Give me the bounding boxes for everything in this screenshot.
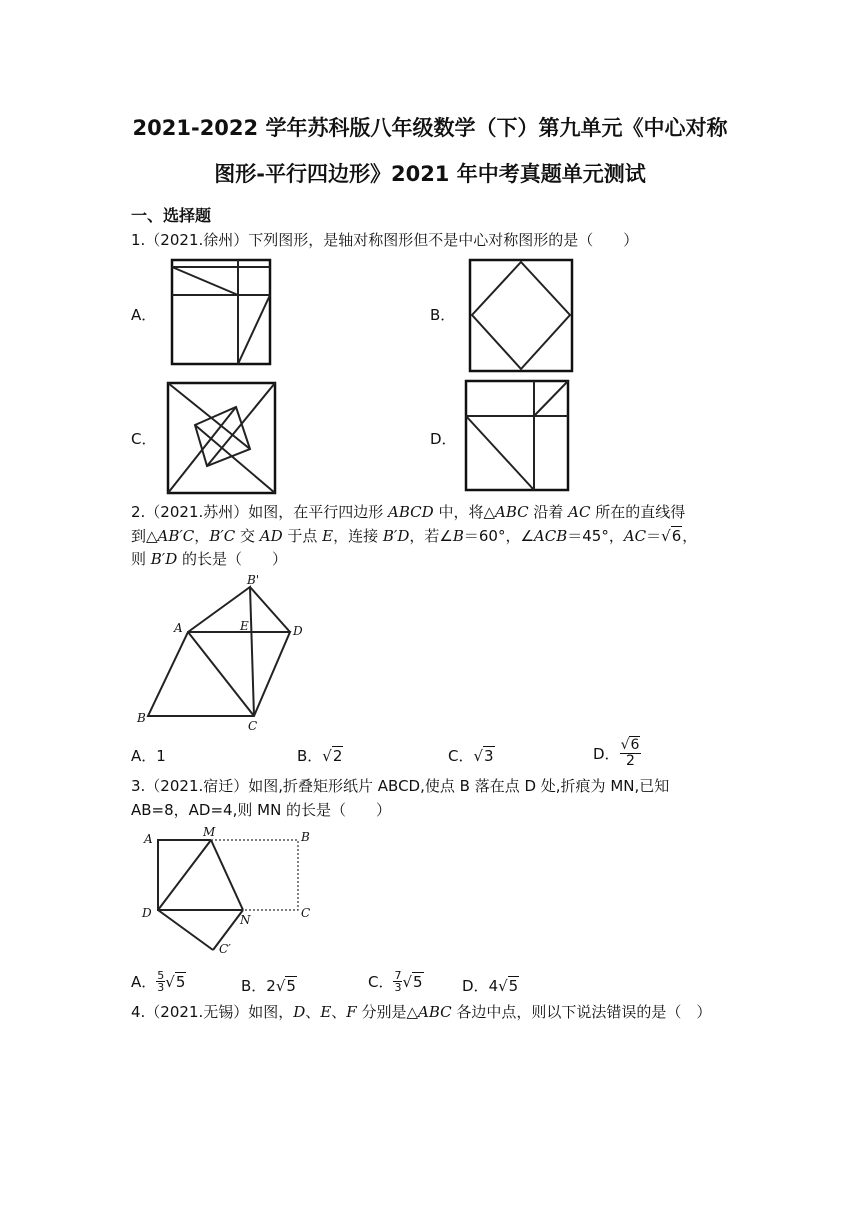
q3-option-a: A． $\frac{5}{3}$ √5	[131, 969, 186, 994]
q1-option-d-label: D．	[430, 430, 457, 448]
q2-option-d: D． $\frac{√6}{2}$	[593, 737, 640, 769]
q2-option-b: B．√2	[297, 747, 343, 765]
q3-option-d: D．4√5	[462, 977, 519, 995]
question-3-line-1: 3.（2021.宿迁）如图,折叠矩形纸片 ABCD,使点 B 落在点 D 处,折痕为 MN,已知	[131, 777, 670, 795]
q3-option-b: B．2√5	[241, 977, 296, 995]
q3-label-a: A	[144, 832, 153, 846]
q3-label-n: N	[240, 913, 251, 927]
q3-label-c: C	[301, 906, 311, 920]
q1-option-a-label: A．	[131, 306, 157, 324]
q2-option-c: C．√3	[448, 747, 494, 765]
q2-label-a: A	[174, 621, 183, 635]
q2-parallelogram-figure	[130, 570, 320, 735]
q3-label-d: D	[142, 906, 152, 920]
question-3-line-2: AB=8，AD=4,则 MN 的长是（ ）	[131, 801, 392, 819]
page-title-line-1: 2021-2022 学年苏科版八年级数学（下）第九单元《中心对称	[132, 116, 728, 140]
q3-option-c: C． $\frac{7}{3}$ √5	[368, 969, 423, 994]
q1-option-b-figure	[468, 258, 574, 373]
q1-option-d-figure	[464, 379, 570, 492]
q1-option-a-figure	[170, 258, 272, 366]
q3-rectangle-figure	[140, 822, 325, 957]
q2-label-b: B	[137, 711, 146, 725]
q3-label-cprime: C′	[219, 942, 231, 956]
question-2-line-3: 则 B′D 的长是（ ）	[131, 550, 288, 568]
question-2-line-2: 到△AB′C，B′C 交 AD 于点 E，连接 B′D，若∠B＝60°，∠ACB＝45°，AC＝√6，	[131, 527, 698, 545]
question-1-stem: 1.（2021.徐州）下列图形，是轴对称图形但不是中心对称图形的是（ ）	[131, 231, 639, 249]
q2-label-c: C	[248, 719, 258, 733]
question-4-stem: 4.（2021.无锡）如图，D、E、F 分别是△ABC 各边中点，则以下说法错误的是（ ）	[131, 1003, 712, 1021]
q1-option-c-figure	[166, 381, 277, 495]
page-title-line-2: 图形-平行四边形》2021 年中考真题单元测试	[214, 162, 646, 186]
q3-label-m: M	[203, 825, 216, 839]
q2-label-bprime: B'	[247, 573, 260, 587]
q1-option-c-label: C．	[131, 430, 157, 448]
q2-label-e: E	[240, 619, 249, 633]
q1-option-b-label: B．	[430, 306, 456, 324]
q2-option-a: A．1	[131, 747, 166, 765]
question-2-line-1: 2.（2021.苏州）如图，在平行四边形 ABCD 中，将△ABC 沿着 AC 所在的直线得	[131, 503, 686, 521]
q3-label-b: B	[301, 830, 310, 844]
q2-label-d: D	[293, 624, 303, 638]
section-heading: 一、选择题	[131, 206, 212, 225]
